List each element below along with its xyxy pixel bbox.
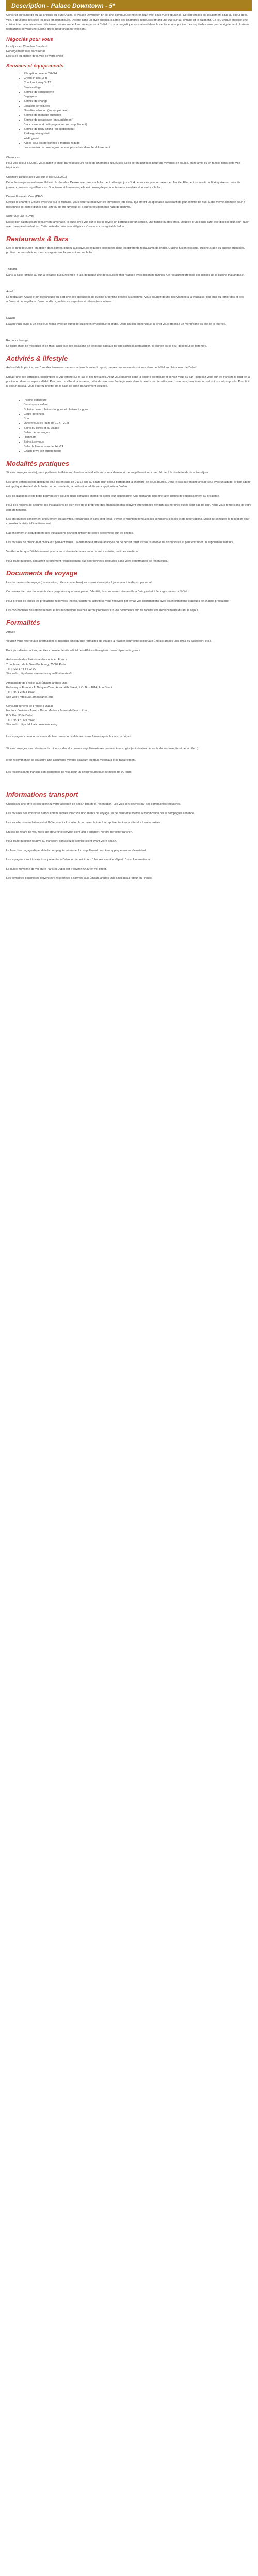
activites-text: Au bord de la piscine, sur l'une des terrasses, ou au spa dans la suite du sport, passez des moments uniques dans cet hôtel en plein coeur de Dubaï. xyxy=(6,366,197,369)
list-item: • Ouvert tous les jours de 10 h - 21 h xyxy=(24,421,252,426)
documents-text-4: Les coordonnées de l'établissement et les informations d'accès seront précisées sur vos documents afin de faciliter vos déplacements durant le séjour. xyxy=(6,609,199,612)
list-item: • Service de change xyxy=(24,99,252,104)
formalites-text-3: Pour plus d'informations, veuillez consulter le site officiel des Affaires étrangères : www.diplomatie.gouv.fr xyxy=(6,649,141,652)
list-item: • Service de baby-sitting (en supplément) xyxy=(24,127,252,132)
list-item: • Location de voitures xyxy=(24,104,252,109)
documents-text-3: Pour profiter de toutes les prestations réservées (hôtels, transferts, activités), vous recevrez par email vos confirmations avec les informations pratiques de chaque prestataire. xyxy=(6,600,230,603)
list-item: • Wi-Fi gratuit xyxy=(24,137,252,141)
intro-text: Construit sur la berge du lac artificiel du Burj Khalifa, le Palace Downtown 5* est une somptueuse hôtel en haut rivet sous vue d'opulence. Ce cinq étoiles est idéalement situé au coeur de la ville, à deux pas des sites les plus emblématiques. Décoré dans un style oriental, il abrite des chambres luxueuses offrant une vue sur la Fontaine et le bâtiment. Ce lieu unique propose une cuisine internationale et une délicieuse cuisine arabe. Une vraie pause à l'hôtel. Un spa magnifique vous attend dans le centre et une piscine. Le cinq étoiles vous permet également plusieurs restaurants servant une cuisine gréco-haut voyageur exigeant. xyxy=(6,14,250,31)
ewaan-text: Ewaan vous invite à un délicieux repas avec un buffet de cuisine internationale et arabe. Dans un lieu authentique, le chef vous propose un menu varié au gré de la journée. xyxy=(6,323,227,326)
section-heading-restaurants: Restaurants & Bars xyxy=(6,235,69,243)
modalites-text-8: Veuillez noter que l'établissement pourra vous demander une caution à votre arrivée, restituée au départ. xyxy=(6,550,140,553)
list-item: • Coach privé (en supplément) xyxy=(24,449,252,454)
list-item: • Check-in dès 15 h xyxy=(24,76,252,81)
section-heading-negocies: Négociés pour vous xyxy=(6,37,53,42)
modalites-text-9: Pour toute question, contactez directement l'établissement aux coordonnées indiquées dans votre confirmation de réservation. xyxy=(6,560,168,563)
fountain-text: Depuis la chambre Deluxe avec vue sur la fontaine, vous pourrez observer les immenses jets d'eau qui offrent un spectacle saisissant de jour comme de nuit. Cette même chambre pour 4 personnes est dotée d'un lit king size ou de lits jumeaux et d'autres équipements haut de gamme. xyxy=(6,201,245,209)
list-item: • Spa xyxy=(24,417,252,421)
section-heading-activites: Activités & lifestyle xyxy=(6,354,68,362)
list-item: • Bains à remous xyxy=(24,440,252,445)
list-item: • Salles de massages xyxy=(24,431,252,435)
transport-text-7: Les voyageurs sont invités à se présenter à l'aéroport au minimum 3 heures avant le départ d'un vol international. xyxy=(6,858,151,861)
section-heading-documents: Documents de voyage xyxy=(6,569,77,577)
section-heading-transport: Informations transport xyxy=(6,791,78,799)
formalites-text-6: Consulat général de France à Dubaï Habtoor Business Tower - Dubai Marina - Jumeirah Beach Road P.O. Box 3314 Dubaï Tél : +971 4 408 4900 Site web : https://dubai.consulfrance.org xyxy=(6,705,89,726)
activites-list xyxy=(6,398,252,454)
transport-text-3: Les transferts entre l'aéroport et l'hôtel sont inclus selon la formule choisie. Un représentant vous attendra à votre arrivée. xyxy=(6,821,162,824)
section-heading-services: Services et équipements xyxy=(6,63,64,69)
rumours-heading: Rumours Lounge xyxy=(6,339,28,342)
formalites-text-10: Les ressortissants français sont dispensés de visa pour un séjour touristique de moins de 90 jours. xyxy=(6,771,133,774)
thiptara-text: Dans la salle raffinée au sur la terrasse qui surplombe le lac, dégustez une de la cuisine thaï réalisée avec des mets raffinés. Ce restaurant propose des délices de la cuisine thaïlandaise. xyxy=(6,274,245,277)
modalites-text-7: Les horaires de check-in et check-out peuvent varier. La demande d'arrivée anticipée ou de départ tardif est sous réserve de disponibilité et peut entraîner un supplément tarifaire. xyxy=(6,541,234,544)
transport-text-2: Les horaires des vols vous seront communiqués avec vos documents de voyage. Ils peuvent être soumis à modification par la compagnie aérienne. xyxy=(6,812,195,815)
formalites-text-7: Les voyageurs devront se munir de leur passeport valide au moins 6 mois après la date du départ. xyxy=(6,735,132,738)
list-item: • Réception ouverte 24h/24 xyxy=(24,72,252,76)
services-list xyxy=(6,72,252,150)
formalites-text-2: Veuillez vous référer aux informations ci-dessous ainsi qu'aux formalités de voyage à réaliser pour votre séjour aux Émirats arabes unis (visa ou passeport, etc.). xyxy=(6,640,212,643)
modalites-text-2: Les tarifs enfant seront appliqués pour les enfants de 2 à 12 ans au cours d'un séjour partageant la chambre de deux adultes. Dans le cas où l'enfant voyage seul avec un adulte, le tarif adulte est appliqué. Au-delà de la limite de deux enfants, la tarification adulte sera appliquée à l'enfant. xyxy=(6,481,251,488)
formalites-text-9: Il est recommandé de souscrire une assurance voyage couvrant les frais médicaux et le rapatriement. xyxy=(6,759,136,762)
modalites-text-5: Les prix publiés concernent uniquement les activités, restaurants et bars sont tenus d'avoir le maintien de toutes les conditions d'accès et de réservations. Merci de consulter la réception pour consulter la visite à l'établissement. xyxy=(6,518,250,526)
modalites-text-4: Pour des raisons de sécurité, les installations de bien-être de la propriété des établissements peuvent être fermées pendant les horaires qui ne sont pas de jour. Nous vous remercions de votre compréhension. xyxy=(6,504,252,512)
list-item: • Soins du corps et du visage xyxy=(24,426,252,431)
formalites-text-8: Si vous voyagez avec des enfants mineurs, des documents supplémentaires peuvent être exigés (autorisation de sortie du territoire, livret de famille...). xyxy=(6,747,199,750)
chambres-heading: Chambres xyxy=(6,156,20,159)
asado-text: Le restaurant Asado et un steakhouse qui sert une des spécialités de cuisine argentine grillées à la flamme. Vous pourrez goûter des viandes à la française, des crus du terroir des et des arômes si de la grillade. Dans ce décor, ambiance argentine et décorations intimes. xyxy=(6,296,244,303)
chambres-text: Pour vos séjour à Dubaï, vous aurez le choix parmi plusieurs types de chambres luxueuses. Elles seront parfaites pour vos voyages en couple, entre amis ou en famille dans cette ville trépidante. xyxy=(6,162,240,170)
documents-text-2: Conservez bien vos documents de voyage ainsi que votre pièce d'identité, ils vous seront demandés à l'aéroport et à l'enregistrement à l'hôtel. xyxy=(6,590,188,594)
asado-heading: Asado xyxy=(6,290,14,293)
fountain-heading: Deluxe Fountain View (DFV) xyxy=(6,195,43,198)
list-item: • Parking privé gratuit xyxy=(24,132,252,137)
section-heading-modalites: Modalités pratiques xyxy=(6,460,70,467)
transport-text-8: La durée moyenne de vol entre Paris et Dubaï est d'environ 6h30 en vol direct. xyxy=(6,868,107,871)
negocies-text: Le séjour en Chambre Standard Hébergement seul, sans repas Les vues qui départ de la ville de votre choix xyxy=(6,45,63,58)
list-item: • Check-out jusqu'à 12 h xyxy=(24,81,252,86)
page-title: Description - Palace Downtown - 5* xyxy=(6,0,252,11)
list-item: • Piscine extérieure xyxy=(24,398,252,403)
documents-text-1: Les documents de voyage (convocation, billets et vouchers) vous seront envoyés 7 jours avant le départ par email. xyxy=(6,581,153,584)
list-item: • Cours de fitness xyxy=(24,412,252,417)
transport-text-4: En cas de retard de vol, merci de prévenir le service client afin d'adapter l'horaire de votre transfert. xyxy=(6,831,133,834)
formalites-text-4: Ambassade des Émirats arabes unis en France 2 boulevard de la Tour-Maubourg, 75007 Paris Tél : +33 1 44 34 02 00 Site web : http://www.uae-embassy.ae/Embassies/fr xyxy=(6,658,73,675)
transport-text-9: Les formalités douanières doivent être respectées à l'arrivée aux Émirats arabes unis ainsi qu'au retour en France. xyxy=(6,877,153,880)
restaurants-intro: Dès le petit déjeuner (en option dans l'offre), goûtez aux saveurs exquises proposées dans les différents restaurants de l'hôtel. Cuisine fusion exotique, cuisine arabe ou encore orientales, profitez de mets délicieux tout en appréciant la vue unique sur le lac. xyxy=(6,247,245,255)
modalites-text-1: Si vous voyagez seul(e), un supplément tarifaire en chambre individuelle vous sera demandé. Le supplément sera calculé par à la durée totale de votre séjour. xyxy=(6,471,209,474)
suite-heading: Suite Vue Lac (SLVB) xyxy=(6,215,34,218)
list-item: • Solarium avec chaises longues et chaises longues xyxy=(24,408,252,412)
section-heading-formalites: Formalités xyxy=(6,619,40,626)
activites-text-2: Dubaï l'une des terrasses, contemplez la vue offerte sur le lac et ses fontaines. Allez vous baigner dans la piscine extérieure et servez-vous au bar. Reposez-vous sur les transats le long de la piscine ou dans un espace dédié. Parcourez la ville et la terrasse, détendez-vous en fin de journée dans le centre de bien-être avec hammam, bain à remous et soins sont proposés. Pour finir, le coeur du spa. Vous pourrez profiter de la salle de sport parfaitement équipée. xyxy=(6,376,251,388)
list-item: • Les animaux de compagnie ne sont pas admis dans l'établissement xyxy=(24,146,252,150)
list-item: • Hammam xyxy=(24,435,252,440)
modalites-text-6: L'agencement et l'équipement des installations peuvent différer de celles présentées sur les photos. xyxy=(6,532,134,535)
list-item: • Accès pour les personnes à mobilité réduite xyxy=(24,141,252,146)
description-content xyxy=(0,11,258,881)
deluxe-text: Décorées en parement entre élaboré, la chambre Deluxe avec vue sur le lac peut héberger jusqu'à 4 personnes pour un séjour en famille. Elle peut se confir un lit king size ou deux lits jumeaux, selon vos préférences. Spacieuse et lumineuse, elle est prolongée par une terrasse meublée donnant sur le lac. xyxy=(6,181,240,189)
deluxe-heading: Chambre Deluxe avec vue sur le lac (DELUXE) xyxy=(6,176,67,179)
ewaan-heading: Ewaan xyxy=(6,317,15,320)
list-item: • Salle de fitness ouverte 24h/24 xyxy=(24,445,252,449)
list-item: • Service de conciergerie xyxy=(24,90,252,95)
modalites-text-3: Les lits d'appoint et lits bébé peuvent être ajoutés dans certaines chambres selon leur disponibilité. Une demande doit être faite auprès de l'établissement au préalable. xyxy=(6,495,220,498)
list-item: • Bagagerie xyxy=(24,95,252,99)
formalites-text-1: Arrivée xyxy=(6,631,15,634)
list-item: • Navettes aéroport (en supplément) xyxy=(24,109,252,113)
list-item: • Service étage xyxy=(24,86,252,90)
suite-text: Dotée d'un salon séparé idéalement aménagé, la suite avec vue sur le lac se révèle un partout pour un couple, une famille ou des amis. Meublée d'un lit king size, elle dispose d'un coin salon avec canapé et un balcon. Cette suite décorée avec élégance s'ouvre sur un agréable balcon. xyxy=(6,221,250,228)
transport-text-5: Pour toute question relative au transport, contactez le service client avant votre départ. xyxy=(6,840,117,843)
list-item: • Service de ménage quotidien xyxy=(24,113,252,118)
list-item: • Blanchisserie et nettoyage à sec (en supplément) xyxy=(24,123,252,127)
list-item: • Service de repassage (en supplément) xyxy=(24,118,252,123)
list-item: • Bassin pour enfant xyxy=(24,403,252,408)
transport-text-6: Le franchise bagage dépend de la compagnie aérienne. Un supplément peut être appliqué en cas d'excédent. xyxy=(6,849,147,852)
rumours-text: Le large choix de mocktails et de thés, ainsi que des collations de délicieux gâteaux de spécialités la restauration, le lounge est le lieu idéal pour se détendre. xyxy=(6,345,207,348)
formalites-text-5: Ambassade de France aux Émirats arabes unis Embassy of France - Al Nahyan Camp Area - 4th Street, P.O. Box 4014, Abu Dhabi Tél : +971 2 813 1000 Site web : https://ae.ambafrance.org xyxy=(6,682,112,699)
thiptara-heading: Thiptara xyxy=(6,268,17,271)
transport-text-1: Choisissez une offre et sélectionnez votre aéroport de départ lors de la réservation. Les vols sont opérés par des compagnies régulières. xyxy=(6,803,181,806)
